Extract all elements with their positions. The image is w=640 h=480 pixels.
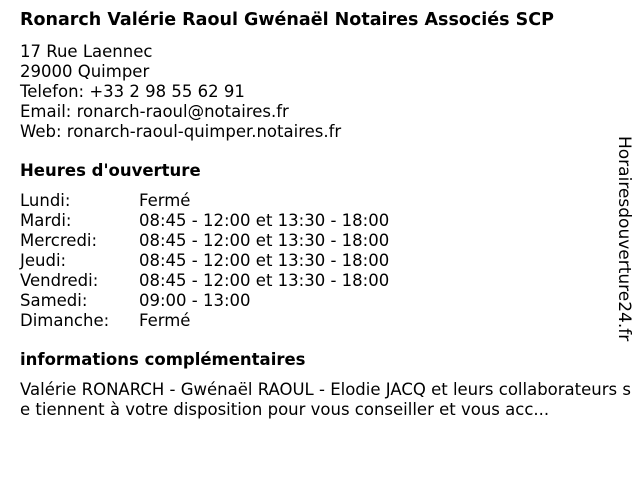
day-label: Mercredi:	[20, 231, 98, 250]
day-hours: 08:45 - 12:00 et 13:30 - 18:00	[139, 211, 390, 230]
brand-watermark: Horairesdouverture24.fr	[614, 136, 634, 342]
phone-line[interactable]: Telefon: +33 2 98 55 62 91	[20, 82, 245, 101]
hours-row	[20, 291, 389, 311]
business-title: Ronarch Valérie Raoul Gwénaël Notaires Associés SCP	[20, 10, 554, 30]
day-label: Vendredi:	[20, 271, 99, 290]
hours-row	[20, 311, 389, 331]
day-hours: 08:45 - 12:00 et 13:30 - 18:00	[139, 231, 390, 250]
address-street: 17 Rue Laennec	[20, 42, 153, 61]
day-hours: Fermé	[139, 311, 191, 330]
business-card	[20, 10, 631, 420]
hours-row	[20, 271, 389, 291]
address-city: 29000 Quimper	[20, 62, 150, 81]
day-hours: 08:45 - 12:00 et 13:30 - 18:00	[139, 271, 390, 290]
day-label: Lundi:	[20, 191, 71, 210]
hours-heading: Heures d'ouverture	[20, 161, 201, 180]
day-label: Mardi:	[20, 211, 72, 230]
hours-row	[20, 211, 389, 231]
day-label: Jeudi:	[20, 251, 67, 270]
contact-block	[20, 42, 628, 142]
day-hours: 08:45 - 12:00 et 13:30 - 18:00	[139, 251, 390, 270]
email-line[interactable]: Email: ronarch-raoul@notaires.fr	[20, 102, 289, 121]
hours-row	[20, 231, 389, 251]
web-line[interactable]: Web: ronarch-raoul-quimper.notaires.fr	[20, 122, 342, 141]
hours-table	[20, 191, 389, 331]
day-label: Samedi:	[20, 291, 88, 310]
day-hours: 09:00 - 13:00	[139, 291, 251, 310]
hours-row	[20, 251, 389, 271]
info-text: Valérie RONARCH - Gwénaël RAOUL - Elodie JACQ et leurs collaborateurs se tiennent à votre disposition pour vous conseiller et vous acc...	[20, 380, 631, 419]
day-label: Dimanche:	[20, 311, 110, 330]
hours-row	[20, 191, 389, 211]
info-heading: informations complémentaires	[20, 350, 306, 369]
day-hours: Fermé	[139, 191, 191, 210]
